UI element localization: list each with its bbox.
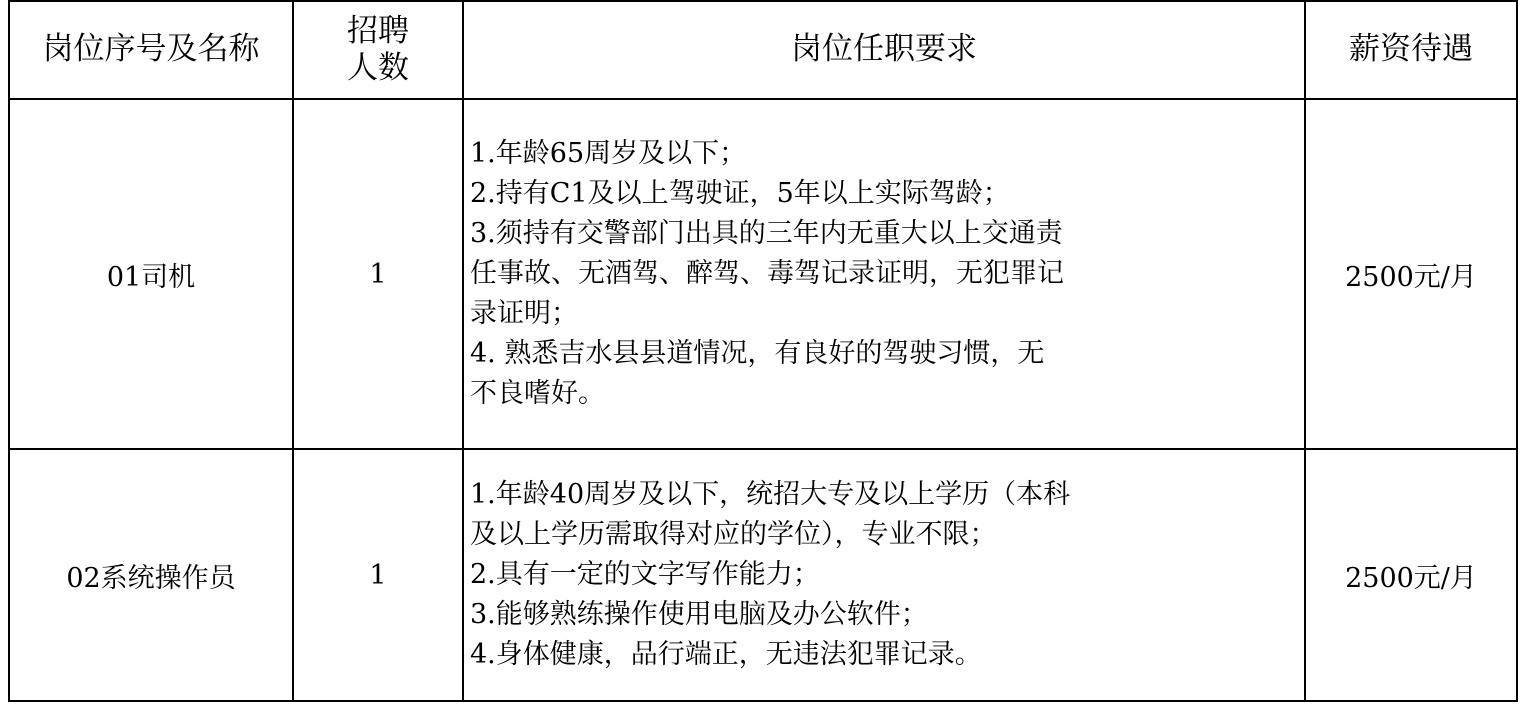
requirement-line: 2.具有一定的文字写作能力； — [470, 559, 820, 590]
header-headcount-line1: 招聘 — [347, 12, 409, 49]
row-position: 01司机 — [9, 99, 293, 449]
requirement-line: 1.年龄65周岁及以下； — [470, 138, 747, 169]
requirement-line: 3.能够熟练操作使用电脑及办公软件； — [470, 599, 928, 630]
row-salary: 2500元/月 — [1305, 99, 1517, 449]
requirement-line: 2.持有C1及以上驾驶证，5年以上实际驾龄； — [470, 178, 1010, 209]
table-header-row — [9, 1, 1517, 99]
requirement-line: 1.年龄40周岁及以下，统招大专及以上学历（本科 — [470, 479, 1071, 510]
row-position: 02系统操作员 — [9, 449, 293, 701]
requirement-line: 任事故、无酒驾、醉驾、毒驾记录证明，无犯罪记 — [470, 258, 1064, 289]
header-salary: 薪资待遇 — [1305, 1, 1517, 99]
requirement-line: 不良嗜好。 — [470, 378, 605, 409]
row-headcount: 1 — [293, 449, 463, 701]
row-requirements — [463, 449, 1305, 701]
requirement-line: 4. 熟悉吉水县县道情况，有良好的驾驶习惯，无 — [470, 338, 1045, 369]
job-table-container — [8, 0, 1516, 700]
row-salary: 2500元/月 — [1305, 449, 1517, 701]
requirement-line: 录证明； — [470, 298, 578, 329]
requirement-line: 及以上学历需取得对应的学位），专业不限； — [470, 519, 997, 550]
requirement-line: 4.身体健康，品行端正，无违法犯罪记录。 — [470, 639, 982, 670]
header-requirements: 岗位任职要求 — [463, 1, 1305, 99]
job-requirements-table — [8, 0, 1518, 702]
header-position: 岗位序号及名称 — [9, 1, 293, 99]
row-requirements — [463, 99, 1305, 449]
requirement-line: 3.须持有交警部门出具的三年内无重大以上交通责 — [470, 218, 1063, 249]
header-headcount-line2: 人数 — [347, 50, 409, 86]
table-row — [9, 449, 1517, 701]
row-headcount: 1 — [293, 99, 463, 449]
table-row — [9, 99, 1517, 449]
header-headcount — [293, 1, 463, 99]
